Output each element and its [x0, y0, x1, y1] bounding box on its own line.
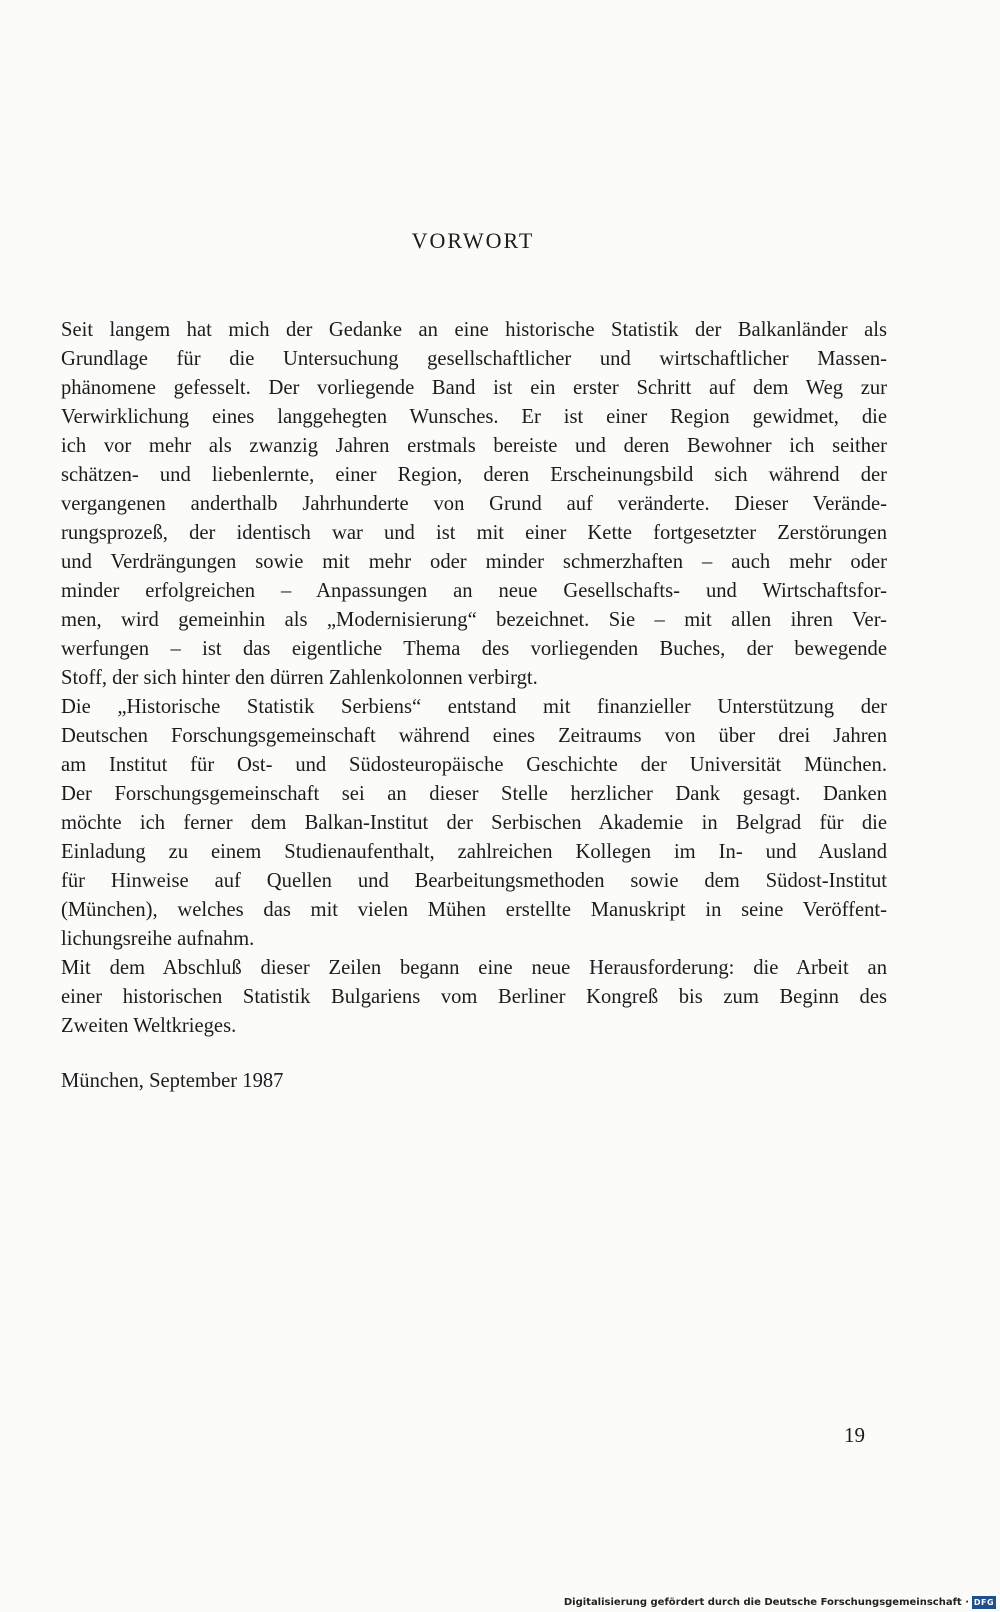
page-title: VORWORT: [411, 228, 535, 253]
text-line: lichungsreihe aufnahm.: [61, 928, 255, 950]
text-line: möchte ich ferner dem Balkan-Institut der Serbischen Akademie in Belgrad für die: [61, 812, 887, 834]
text-line: vergangenen anderthalb Jahrhunderte von Grund auf veränderte. Dieser Verände-: [61, 493, 887, 515]
text-line: Der Forschungsgemeinschaft sei an dieser Stelle herzlicher Dank gesagt. Danken: [61, 783, 887, 805]
dfg-logo: DFG: [973, 1597, 995, 1607]
text-line: Die „Historische Statistik Serbiens“ entstand mit finanzieller Unterstützung der: [61, 696, 887, 718]
text-line: schätzen- und liebenlernte, einer Region, deren Erscheinungsbild sich während der: [61, 464, 887, 486]
text-line: phänomene gefesselt. Der vorliegende Band ist ein erster Schritt auf dem Weg zur: [61, 377, 887, 399]
text-line: Grundlage für die Untersuchung gesellschaftlicher und wirtschaftlicher Massen-: [61, 348, 887, 370]
text-line: men, wird gemeinhin als „Modernisierung“ bezeichnet. Sie – mit allen ihren Ver-: [61, 609, 887, 631]
text-line: am Institut für Ost- und Südosteuropäische Geschichte der Universität München.: [61, 754, 887, 776]
text-line: Seit langem hat mich der Gedanke an eine historische Statistik der Balkanländer als: [61, 319, 887, 341]
text-line: Deutschen Forschungsgemeinschaft während eines Zeitraums von über drei Jahren: [61, 725, 887, 747]
text-line: Zweiten Weltkrieges.: [61, 1015, 237, 1037]
text-line: werfungen – ist das eigentliche Thema des vorliegenden Buches, der bewegende: [61, 638, 887, 660]
text-line: Einladung zu einem Studienaufenthalt, zahlreichen Kollegen im In- und Ausland: [61, 841, 887, 863]
text-line: Verwirklichung eines langgehegten Wunsches. Er ist einer Region gewidmet, die: [61, 406, 887, 428]
page-number: 19: [844, 1423, 865, 1447]
footer-text: Digitalisierung gefördert durch die Deutsche Forschungsgemeinschaft ·: [563, 1596, 969, 1608]
text-line: Mit dem Abschluß dieser Zeilen begann eine neue Herausforderung: die Arbeit an: [61, 957, 887, 979]
text-line: rungsprozeß, der identisch war und ist mit einer Kette fortgesetzter Zerstörungen: [61, 522, 887, 544]
text-line: und Verdrängungen sowie mit mehr oder minder schmerzhaften – auch mehr oder: [61, 551, 887, 573]
text-line: einer historischen Statistik Bulgariens vom Berliner Kongreß bis zum Beginn des: [61, 986, 887, 1008]
text-line: Stoff, der sich hinter den dürren Zahlenkolonnen verbirgt.: [61, 667, 538, 689]
text-line: für Hinweise auf Quellen und Bearbeitungsmethoden sowie dem Südost-Institut: [61, 870, 887, 892]
digitization-footer: [564, 1594, 996, 1610]
text-line: ich vor mehr als zwanzig Jahren erstmals bereiste und deren Bewohner ich seither: [61, 435, 887, 457]
place-date: München, September 1987: [61, 1070, 284, 1092]
text-line: minder erfolgreichen – Anpassungen an neue Gesellschafts- und Wirtschaftsfor-: [61, 580, 887, 602]
foreword-text: [61, 316, 887, 1041]
text-line: (München), welches das mit vielen Mühen erstellte Manuskript in seine Veröffent-: [61, 899, 887, 921]
